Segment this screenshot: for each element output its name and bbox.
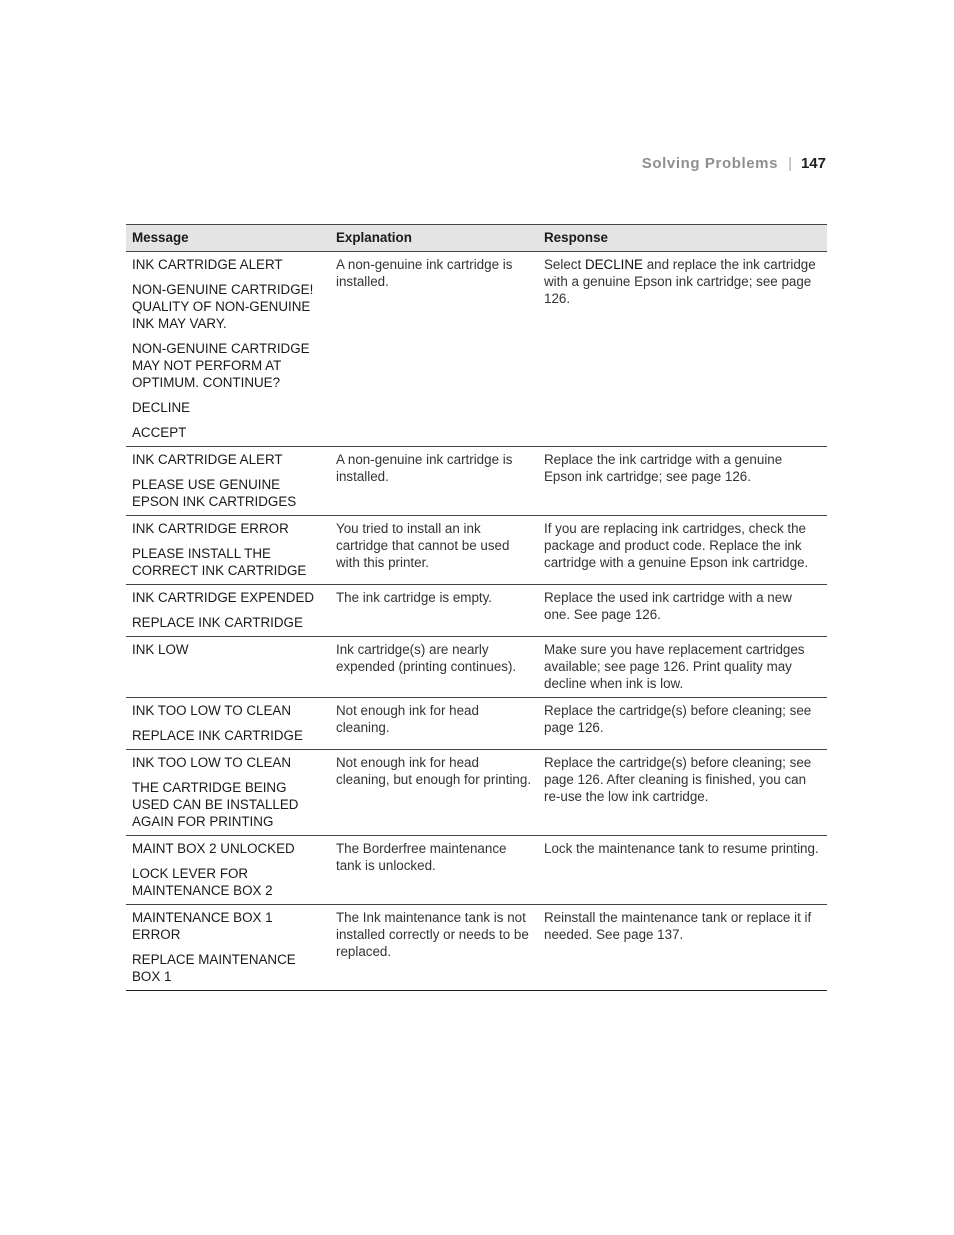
response-cell: Replace the cartridge(s) before cleaning; see page 126. After cleaning is finished, you can re-use the low ink cartridge. bbox=[538, 750, 827, 836]
table-row bbox=[126, 516, 827, 585]
explanation-cell: Not enough ink for head cleaning, but enough for printing. bbox=[330, 750, 538, 836]
running-header bbox=[642, 154, 826, 174]
message-cell bbox=[126, 698, 330, 750]
table-row bbox=[126, 698, 827, 750]
table-row bbox=[126, 750, 827, 836]
message-line: INK CARTRIDGE EXPENDED bbox=[132, 590, 315, 605]
response-cell: Lock the maintenance tank to resume printing. bbox=[538, 836, 827, 905]
page-number: 147 bbox=[800, 155, 826, 172]
message-line: INK TOO LOW TO CLEAN bbox=[132, 703, 291, 718]
response-text: Select bbox=[544, 257, 585, 272]
message-line: INK CARTRIDGE ERROR bbox=[132, 521, 289, 536]
response-cell: Replace the used ink cartridge with a new one. See page 126. bbox=[538, 585, 827, 637]
message-line: REPLACE INK CARTRIDGE bbox=[132, 615, 303, 630]
column-header-response: Response bbox=[538, 225, 827, 252]
message-cell bbox=[126, 252, 330, 447]
explanation-cell: The Ink maintenance tank is not installed correctly or needs to be replaced. bbox=[330, 905, 538, 991]
message-line: REPLACE INK CARTRIDGE bbox=[132, 728, 303, 743]
explanation-cell: The Borderfree maintenance tank is unlocked. bbox=[330, 836, 538, 905]
response-keyword: DECLINE bbox=[584, 257, 643, 272]
message-cell bbox=[126, 905, 330, 991]
message-line: INK TOO LOW TO CLEAN bbox=[132, 755, 291, 770]
response-cell: If you are replacing ink cartridges, check the package and product code. Replace the ink cartridge with a genuine Epson ink cartridge. bbox=[538, 516, 827, 585]
section-title: Solving Problems bbox=[641, 155, 779, 172]
message-line: REPLACE MAINTENANCE BOX 1 bbox=[132, 952, 296, 984]
header-separator: | bbox=[788, 155, 792, 172]
message-line: DECLINE bbox=[132, 400, 191, 415]
explanation-cell: A non-genuine ink cartridge is installed. bbox=[330, 447, 538, 516]
table-row bbox=[126, 252, 827, 447]
message-line: NON-GENUINE CARTRIDGE MAY NOT PERFORM AT OPTIMUM. CONTINUE? bbox=[132, 341, 310, 390]
message-line: LOCK LEVER FOR MAINTENANCE BOX 2 bbox=[132, 866, 273, 898]
explanation-cell: Not enough ink for head cleaning. bbox=[330, 698, 538, 750]
message-cell bbox=[126, 836, 330, 905]
message-table bbox=[126, 224, 827, 991]
table-row bbox=[126, 585, 827, 637]
message-line: MAINTENANCE BOX 1 ERROR bbox=[132, 910, 273, 942]
message-cell bbox=[126, 750, 330, 836]
message-line: INK CARTRIDGE ALERT bbox=[132, 257, 283, 272]
message-line: PLEASE USE GENUINE EPSON INK CARTRIDGES bbox=[132, 477, 297, 509]
column-header-explanation: Explanation bbox=[330, 225, 538, 252]
message-cell bbox=[126, 447, 330, 516]
table-row bbox=[126, 905, 827, 991]
table-row bbox=[126, 447, 827, 516]
message-cell bbox=[126, 637, 330, 698]
response-cell: Reinstall the maintenance tank or replace it if needed. See page 137. bbox=[538, 905, 827, 991]
explanation-cell: A non-genuine ink cartridge is installed. bbox=[330, 252, 538, 447]
explanation-cell: You tried to install an ink cartridge that cannot be used with this printer. bbox=[330, 516, 538, 585]
response-cell: Replace the cartridge(s) before cleaning; see page 126. bbox=[538, 698, 827, 750]
column-header-message: Message bbox=[126, 225, 330, 252]
table-row bbox=[126, 836, 827, 905]
explanation-cell: The ink cartridge is empty. bbox=[330, 585, 538, 637]
table-row bbox=[126, 637, 827, 698]
explanation-cell: Ink cartridge(s) are nearly expended (printing continues). bbox=[330, 637, 538, 698]
response-cell: Make sure you have replacement cartridges available; see page 126. Print quality may decline when ink is low. bbox=[538, 637, 827, 698]
message-cell bbox=[126, 585, 330, 637]
message-cell bbox=[126, 516, 330, 585]
table-header-row bbox=[126, 225, 827, 252]
response-cell bbox=[538, 252, 827, 447]
message-line: THE CARTRIDGE BEING USED CAN BE INSTALLED AGAIN FOR PRINTING bbox=[132, 780, 299, 829]
message-line: MAINT BOX 2 UNLOCKED bbox=[132, 841, 295, 856]
message-line: ACCEPT bbox=[132, 425, 187, 440]
message-line: INK LOW bbox=[132, 642, 189, 657]
response-text: and replace the ink cartridge with a genuine Epson ink cartridge; see page 126. bbox=[544, 257, 816, 306]
message-line: PLEASE INSTALL THE CORRECT INK CARTRIDGE bbox=[132, 546, 307, 578]
message-line: NON-GENUINE CARTRIDGE! QUALITY OF NON-GENUINE INK MAY VARY. bbox=[132, 282, 314, 331]
message-line: INK CARTRIDGE ALERT bbox=[132, 452, 283, 467]
response-cell: Replace the ink cartridge with a genuine Epson ink cartridge; see page 126. bbox=[538, 447, 827, 516]
